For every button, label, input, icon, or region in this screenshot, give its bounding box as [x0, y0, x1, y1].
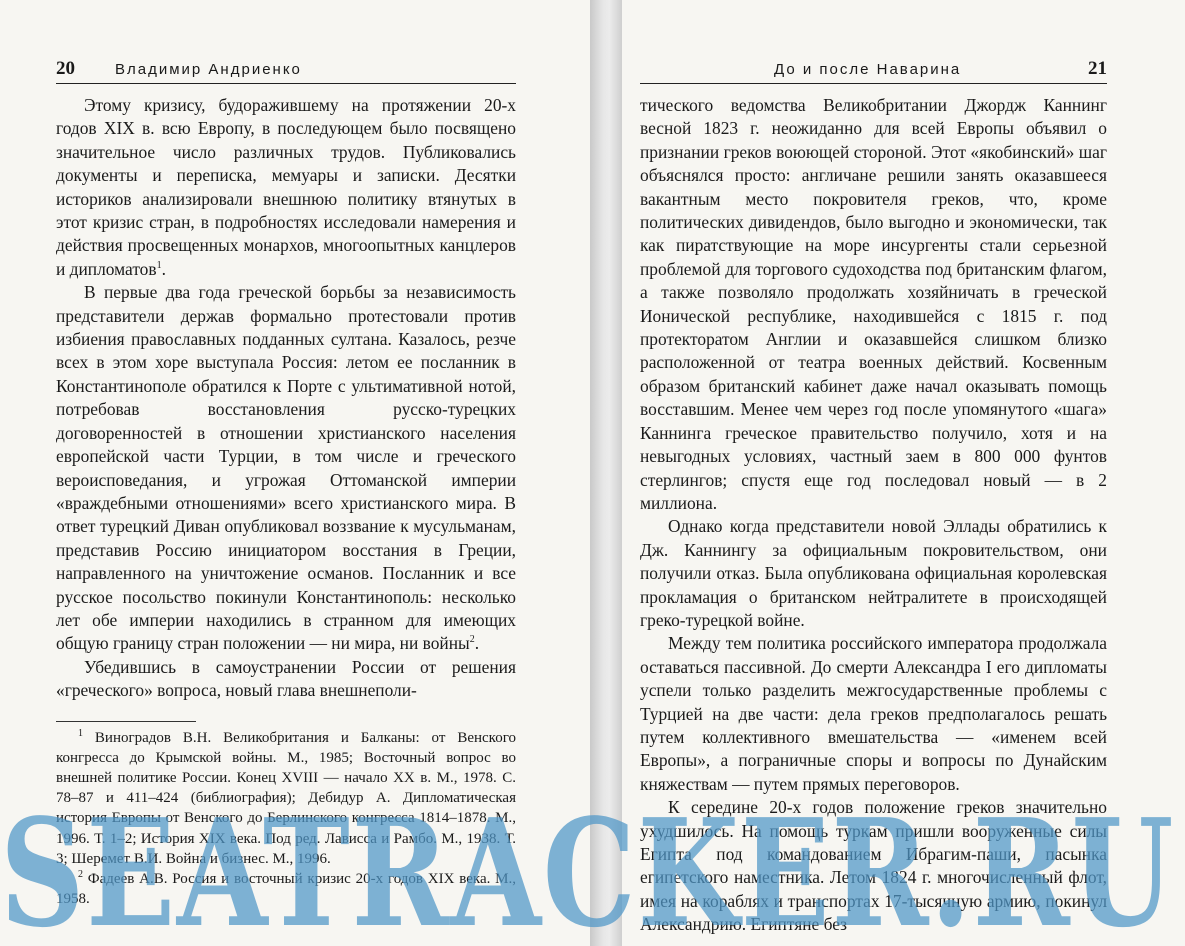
- right-page: [622, 0, 1185, 946]
- running-title: До и после Наварина: [774, 61, 962, 78]
- footnote-divider: [56, 721, 196, 722]
- running-title: Владимир Андриенко: [115, 61, 302, 78]
- paragraph: К середине 20-х годов положение греков значительно ухудшилось. На помощь туркам пришли вооруженные силы Египта под командованием Ибрагим-паши, пасынка египетского наместника. Летом 1824 г. многочисленный флот, имея на кораблях и транспортах 17-тысячную армию, покинул Александрию. Египтяне без: [640, 797, 1107, 935]
- left-page-body: [56, 94, 516, 703]
- footnote-reference: 2: [469, 634, 475, 646]
- footnote-reference: 1: [156, 260, 162, 272]
- right-page-body: [640, 94, 1107, 937]
- paragraph: Однако когда представители новой Эллады обратились к Дж. Каннингу за официальным покровительством, они получили отказ. Была опубликована официальная королевская прокламация о британском нейтралитете в происходящей греко-турецкой войне.: [640, 516, 1107, 630]
- footnotes: [56, 728, 516, 910]
- left-page: [0, 0, 590, 946]
- watermark-text: SEATRACKER.RU: [0, 800, 1175, 940]
- paragraph: Этому кризису, будоражившему на протяжении 20-х годов XIX в. всю Европу, в последующем было посвящено значительное число различных трудов. Публиковались документы и переписка, мемуары и записки. Десятки историков анализировали внешнюю политику втянутых в этот кризис стран, в подробностях исследовали намерения и действия просвещенных монархов, многоопытных канцлеров и дипломатов$^1$.: [56, 95, 516, 279]
- paragraph: Между тем политика российского императора продолжала оставаться пассивной. До смерти Александра I его дипломаты успели только разделить межгосударственные проблемы с Турцией на две части: дела греков предполагалось решать путем коллективного вмешательства — «именем всей Европы», а пограничные споры и вопросы по Дунайским княжествам — путем прямых переговоров.: [640, 633, 1107, 794]
- paragraph: тического ведомства Великобритании Джордж Каннинг весной 1823 г. неожиданно для всей Европы объявил о признании греков воюющей стороной. Этот «якобинский» шаг объяснялся просто: англичане решили занять оказавшееся вакантным место покровителя греков, что, кроме политических дивидендов, было выгодно и экономически, так как пиратствующие на море инсургенты стали серьезной проблемой для торгового судоходства под британским флагом, а также позволяло продолжать хозяйничать в греческой Ионической республике, находившейся с 1815 г. под протекторатом Англии и оказавшейся слишком близко расположенной от театра военных действий. Косвенным образом британский кабинет даже начал оказывать помощь восставшим. Менее чем через год после упомянутого «шага» Каннинга греческое правительство получило, хотя и на невыгодных условиях, частный заем в 800 000 фунтов стерлингов; спустя еще год последовал новый — в 2 миллиона.: [640, 95, 1107, 513]
- footnote: $^1$ Виноградов В.Н. Великобритания и Балканы: от Венского конгресса до Крымской войны. М., 1985; Восточный вопрос во внешней политике России. Конец XVIII — начало XX в. М., 1978. С. 78–87 и 411–424 (библиография); Дебидур А. Дипломатическая история Европы от Венского до Берлинского конгресса 1814–1878. М., 1996. Т. 1–2; История XIX века. Под ред. Лависса и Рамбо. М., 1938. Т. 3; Шеремет В.И. Война и бизнес. М., 1996.: [56, 727, 516, 867]
- right-page-header: [640, 58, 1107, 84]
- book-gutter: [590, 0, 622, 946]
- paragraph: В первые два года греческой борьбы за независимость представители держав формально протестовали против избиения православных подданных султана. Казалось, резче всех в этом хоре выступала Россия: летом ее посланник в Константинополе обратился к Порте с ультимативной нотой, потребовав восстановления русско-турецких договоренностей в отношении христианского населения европейской части Турции, в том числе и греческого вероисповедания, и угрожая Оттоманской империи «враждебными отношениями» всего христианского мира. В ответ турецкий Диван опубликовал воззвание к мусульманам, представив Россию инициатором восстания в Греции, направленного на уничтожение османов. Посланник и все русское посольство покинули Константинополь: несколько лет обе империи находились в странном для имеющих общую границу стран положении — ни мира, ни войны$^2$.: [56, 282, 516, 654]
- page-number: 20: [56, 58, 75, 79]
- paragraph: Убедившись в самоустранении России от решения «греческого» вопроса, новый глава внешнеполи-: [56, 656, 516, 701]
- page-number: 21: [1088, 58, 1107, 79]
- left-page-header: [56, 58, 516, 84]
- footnote: $^2$ Фадеев А.В. Россия и восточный кризис 20-х годов XIX века. М., 1958.: [56, 868, 516, 908]
